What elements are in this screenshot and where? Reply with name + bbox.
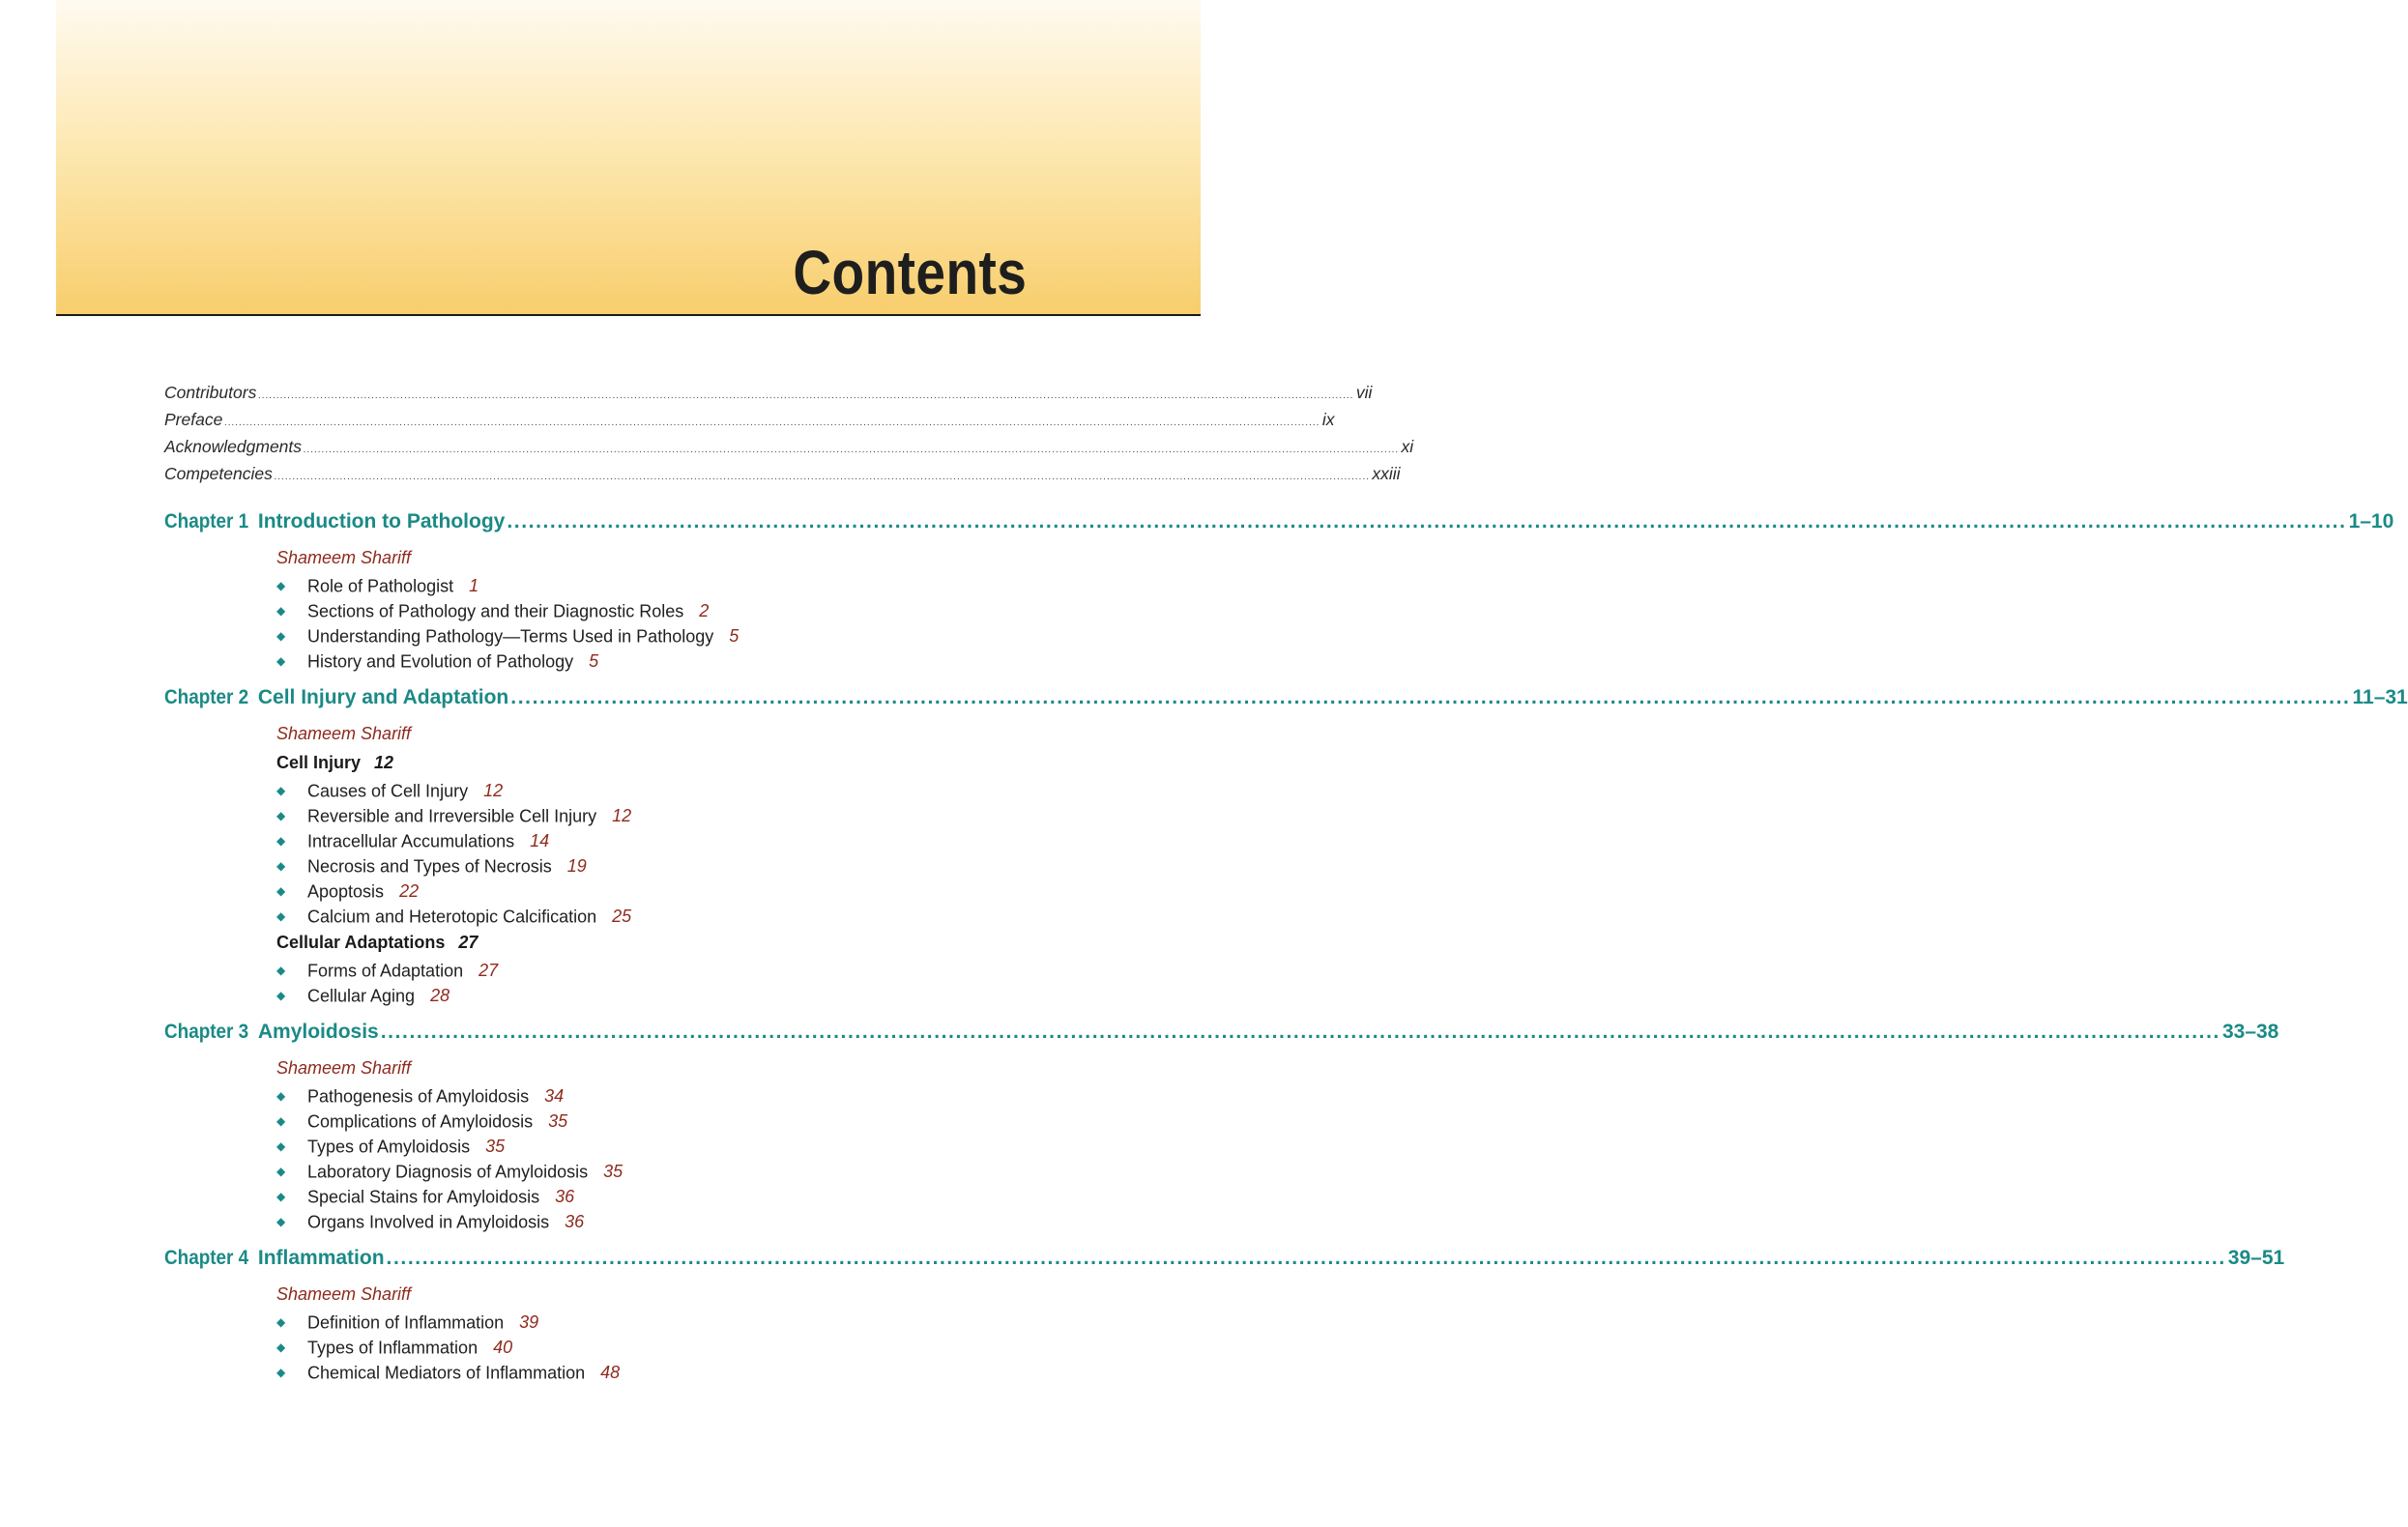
chapter-title: Introduction to Pathology <box>257 510 506 533</box>
chapter-4 <box>164 1247 2285 1384</box>
topic-title: Laboratory Diagnosis of Amyloidosis <box>307 1162 589 1182</box>
diamond-bullet-icon: ◆ <box>276 909 286 924</box>
front-matter-page: vii <box>1355 383 1373 402</box>
diamond-bullet-icon: ◆ <box>276 629 286 644</box>
section-heading[interactable] <box>276 748 1028 777</box>
front-matter-page: ix <box>1321 410 1335 429</box>
topic-title: Forms of Adaptation <box>307 961 464 981</box>
topic-title: Role of Pathologist <box>307 576 454 596</box>
dot-leader <box>304 437 1400 457</box>
topic-page: 36 <box>555 1187 575 1207</box>
list-item[interactable] <box>276 1108 1028 1133</box>
section-heading-page: 27 <box>458 933 479 952</box>
topic-list <box>276 1082 1028 1233</box>
topic-page: 25 <box>612 907 632 927</box>
chapter-label: Chapter 3 <box>164 1021 249 1043</box>
topic-page: 35 <box>548 1111 568 1132</box>
topic-page: 1 <box>469 576 479 596</box>
section-heading-text: Cell Injury <box>276 753 362 772</box>
dot-leader <box>387 1247 2226 1270</box>
topic-title: History and Evolution of Pathology <box>307 651 574 672</box>
chapter-3 <box>164 1021 2279 1233</box>
diamond-bullet-icon: ◆ <box>276 1114 286 1129</box>
diamond-bullet-icon: ◆ <box>276 1190 286 1204</box>
topic-title: Complications of Amyloidosis <box>307 1111 534 1132</box>
topic-page: 19 <box>566 856 587 877</box>
topic-page: 34 <box>544 1086 565 1107</box>
diamond-bullet-icon: ◆ <box>276 989 286 1003</box>
topic-list <box>276 957 1028 1007</box>
topic-page: 5 <box>729 626 740 647</box>
chapter-author: Shameem Shariff <box>276 724 412 743</box>
topic-page: 27 <box>479 961 499 981</box>
diamond-bullet-icon: ◆ <box>276 1315 286 1330</box>
chapter-title: Cell Injury and Adaptation <box>257 686 509 708</box>
chapter-1 <box>164 510 2394 673</box>
chapter-title-row <box>258 510 2393 533</box>
topic-title: Apoptosis <box>307 881 385 902</box>
diamond-bullet-icon: ◆ <box>276 1340 286 1355</box>
topic-title: Sections of Pathology and their Diagnostic Roles <box>307 601 684 621</box>
diamond-bullet-icon: ◆ <box>276 1366 286 1380</box>
topic-page: 35 <box>603 1162 624 1182</box>
list-item[interactable] <box>276 1334 1028 1359</box>
list-item[interactable] <box>276 802 1028 827</box>
chapter-author: Shameem Shariff <box>276 548 412 567</box>
page-title: Contents <box>793 238 1027 307</box>
topic-page: 22 <box>399 881 420 902</box>
topic-page: 5 <box>589 651 599 672</box>
topic-title: Causes of Cell Injury <box>307 781 469 801</box>
diamond-bullet-icon: ◆ <box>276 604 286 619</box>
list-item[interactable] <box>276 1359 1028 1384</box>
chapter-heading[interactable] <box>164 1021 2279 1053</box>
dot-leader <box>507 510 2346 533</box>
topic-page: 12 <box>612 806 632 826</box>
chapter-heading[interactable] <box>164 510 2394 543</box>
chapter-heading[interactable] <box>164 1247 2285 1280</box>
topic-title: Necrosis and Types of Necrosis <box>307 856 552 877</box>
diamond-bullet-icon: ◆ <box>276 809 286 823</box>
front-matter-list <box>164 383 1414 491</box>
topic-title: Types of Amyloidosis <box>307 1137 471 1157</box>
chapter-label: Chapter 4 <box>164 1247 249 1269</box>
diamond-bullet-icon: ◆ <box>276 1089 286 1104</box>
front-matter-label: Acknowledgments <box>164 437 303 456</box>
topic-page: 40 <box>493 1338 513 1358</box>
chapter-label: Chapter 1 <box>164 510 249 533</box>
diamond-bullet-icon: ◆ <box>276 1215 286 1229</box>
front-matter-entry-contributors[interactable] <box>164 383 1373 410</box>
topic-page: 2 <box>699 601 710 621</box>
diamond-bullet-icon: ◆ <box>276 964 286 978</box>
front-matter-label: Competencies <box>164 464 273 483</box>
diamond-bullet-icon: ◆ <box>276 579 286 593</box>
topic-page: 39 <box>519 1312 539 1333</box>
diamond-bullet-icon: ◆ <box>276 859 286 874</box>
chapter-body <box>164 543 1028 673</box>
topic-page: 28 <box>430 986 450 1006</box>
topic-title: Intracellular Accumulations <box>307 831 515 851</box>
front-matter-entry-acknowledgments[interactable] <box>164 437 1414 464</box>
front-matter-label: Preface <box>164 410 223 429</box>
table-of-contents <box>164 383 2408 1397</box>
chapter-author: Shameem Shariff <box>276 1284 412 1304</box>
list-item[interactable] <box>276 1082 1028 1108</box>
diamond-bullet-icon: ◆ <box>276 834 286 849</box>
chapter-title-row <box>258 686 2408 709</box>
section-heading[interactable] <box>276 928 1028 957</box>
list-item[interactable] <box>276 1208 1028 1233</box>
dot-leader <box>275 464 1371 484</box>
list-item[interactable] <box>276 878 1028 903</box>
chapter-list <box>164 510 2408 1384</box>
chapter-2 <box>164 686 2408 1007</box>
dot-leader <box>510 686 2350 709</box>
topic-page: 48 <box>600 1363 621 1383</box>
list-item[interactable] <box>276 1158 1028 1183</box>
chapter-page-range: 11–31 <box>2352 686 2408 708</box>
topic-title: Cellular Aging <box>307 986 416 1006</box>
diamond-bullet-icon: ◆ <box>276 1139 286 1154</box>
dot-leader <box>381 1021 2220 1044</box>
front-matter-entry-preface[interactable] <box>164 410 1335 437</box>
front-matter-page: xxiii <box>1372 464 1401 483</box>
list-item[interactable] <box>276 903 1028 928</box>
topic-page: 12 <box>483 781 504 801</box>
list-item[interactable] <box>276 1133 1028 1158</box>
topic-page: 35 <box>485 1137 506 1157</box>
chapter-label: Chapter 2 <box>164 686 249 708</box>
list-item[interactable] <box>276 622 1028 648</box>
topic-title: Pathogenesis of Amyloidosis <box>307 1086 530 1107</box>
header-band <box>56 0 1201 316</box>
diamond-bullet-icon: ◆ <box>276 1165 286 1179</box>
topic-page: 14 <box>530 831 550 851</box>
diamond-bullet-icon: ◆ <box>276 654 286 669</box>
topic-title: Definition of Inflammation <box>307 1312 505 1333</box>
list-item[interactable] <box>276 982 1028 1007</box>
topic-list <box>276 777 1028 928</box>
topic-title: Organs Involved in Amyloidosis <box>307 1212 550 1232</box>
chapter-page-range: 39–51 <box>2227 1247 2285 1269</box>
list-item[interactable] <box>276 1183 1028 1208</box>
chapter-body <box>164 719 1028 1007</box>
front-matter-entry-competencies[interactable] <box>164 464 1401 491</box>
chapter-author: Shameem Shariff <box>276 1058 412 1078</box>
chapter-title: Amyloidosis <box>257 1021 379 1043</box>
list-item[interactable] <box>276 648 1028 673</box>
chapter-body <box>164 1053 1028 1233</box>
topic-title: Calcium and Heterotopic Calcification <box>307 907 597 927</box>
dot-leader <box>224 410 1320 430</box>
topic-title: Understanding Pathology—Terms Used in Pathology <box>307 626 714 647</box>
chapter-title-row <box>258 1021 2279 1044</box>
front-matter-label: Contributors <box>164 383 257 402</box>
diamond-bullet-icon: ◆ <box>276 784 286 798</box>
list-item[interactable] <box>276 777 1028 802</box>
topic-list <box>276 1309 1028 1384</box>
chapter-page-range: 1–10 <box>2348 510 2394 533</box>
list-item[interactable] <box>276 852 1028 878</box>
section-heading-page: 12 <box>374 753 394 772</box>
front-matter-page: xi <box>1401 437 1414 456</box>
section-heading-text: Cellular Adaptations <box>276 933 446 952</box>
chapter-body <box>164 1280 1028 1384</box>
list-item[interactable] <box>276 1309 1028 1334</box>
chapter-title-row <box>258 1247 2284 1270</box>
diamond-bullet-icon: ◆ <box>276 884 286 899</box>
topic-title: Chemical Mediators of Inflammation <box>307 1363 586 1383</box>
list-item[interactable] <box>276 827 1028 852</box>
chapter-heading[interactable] <box>164 686 2408 719</box>
chapter-title: Inflammation <box>257 1247 385 1269</box>
topic-list <box>276 572 1028 673</box>
topic-title: Special Stains for Amyloidosis <box>307 1187 540 1207</box>
list-item[interactable] <box>276 572 1028 597</box>
list-item[interactable] <box>276 957 1028 982</box>
chapter-page-range: 33–38 <box>2221 1021 2279 1043</box>
topic-page: 36 <box>565 1212 585 1232</box>
list-item[interactable] <box>276 597 1028 622</box>
topic-title: Types of Inflammation <box>307 1338 479 1358</box>
dot-leader <box>258 383 1354 403</box>
topic-title: Reversible and Irreversible Cell Injury <box>307 806 597 826</box>
